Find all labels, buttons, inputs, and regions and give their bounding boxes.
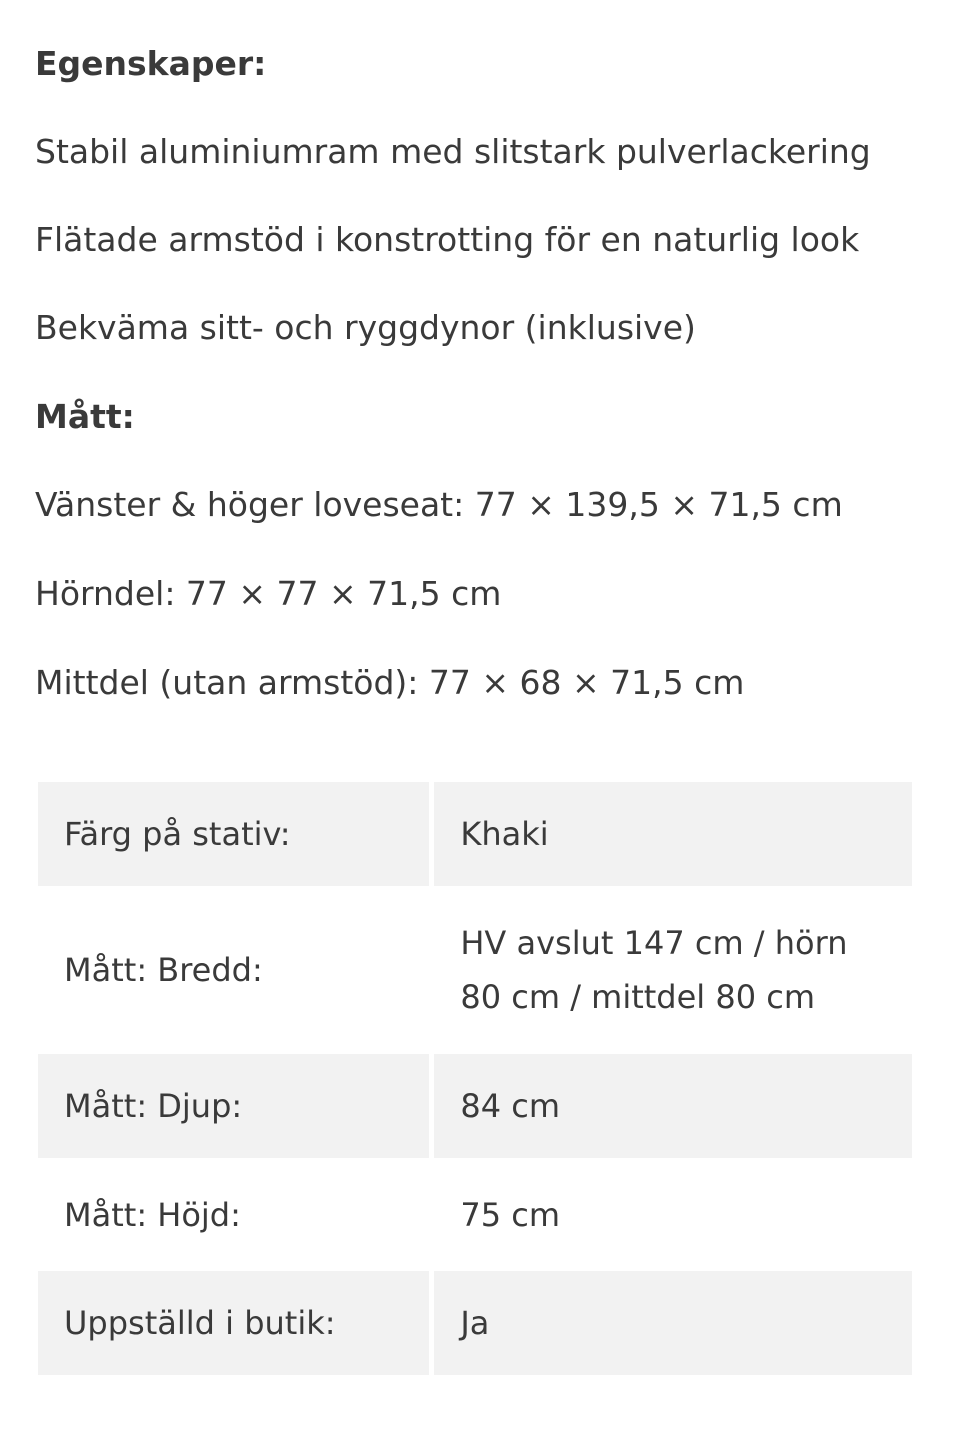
features-heading: Egenskaper: bbox=[35, 44, 267, 83]
spec-label-depth: Mått: Djup: bbox=[38, 1054, 429, 1158]
table-row bbox=[38, 886, 912, 1054]
dimension-item-loveseat: Vänster & höger loveseat: 77 × 139,5 × 71,5 cm bbox=[35, 485, 843, 524]
spec-label-frame-color: Färg på stativ: bbox=[38, 782, 429, 886]
spec-value-width: HV avslut 147 cm / hörn 80 cm / mittdel 80 cm bbox=[460, 924, 848, 1016]
spec-value-height: 75 cm bbox=[460, 1195, 561, 1234]
feature-item-cushions: Bekväma sitt- och ryggdynor (inklusive) bbox=[35, 308, 696, 347]
table-row bbox=[38, 1271, 912, 1375]
table-row bbox=[38, 1158, 912, 1271]
feature-item-armrests: Flätade armstöd i konstrotting för en naturlig look bbox=[35, 220, 860, 259]
dimension-item-corner: Hörndel: 77 × 77 × 71,5 cm bbox=[35, 574, 502, 613]
table-row bbox=[38, 782, 912, 886]
dimensions-heading: Mått: bbox=[35, 397, 135, 436]
spec-value-depth: 84 cm bbox=[434, 1054, 912, 1158]
feature-item-frame: Stabil aluminiumram med slitstark pulverlackering bbox=[35, 132, 871, 171]
dimension-item-middle: Mittdel (utan armstöd): 77 × 68 × 71,5 cm bbox=[35, 663, 745, 702]
spec-value-frame-color: Khaki bbox=[434, 782, 912, 886]
spec-label-height: Mått: Höjd: bbox=[64, 1195, 241, 1234]
table-row bbox=[38, 1054, 912, 1158]
spec-label-displayed-in-store: Uppställd i butik: bbox=[38, 1271, 429, 1375]
spec-label-width: Mått: Bredd: bbox=[64, 951, 263, 989]
spec-value-displayed-in-store: Ja bbox=[434, 1271, 912, 1375]
specification-table bbox=[33, 782, 917, 1375]
